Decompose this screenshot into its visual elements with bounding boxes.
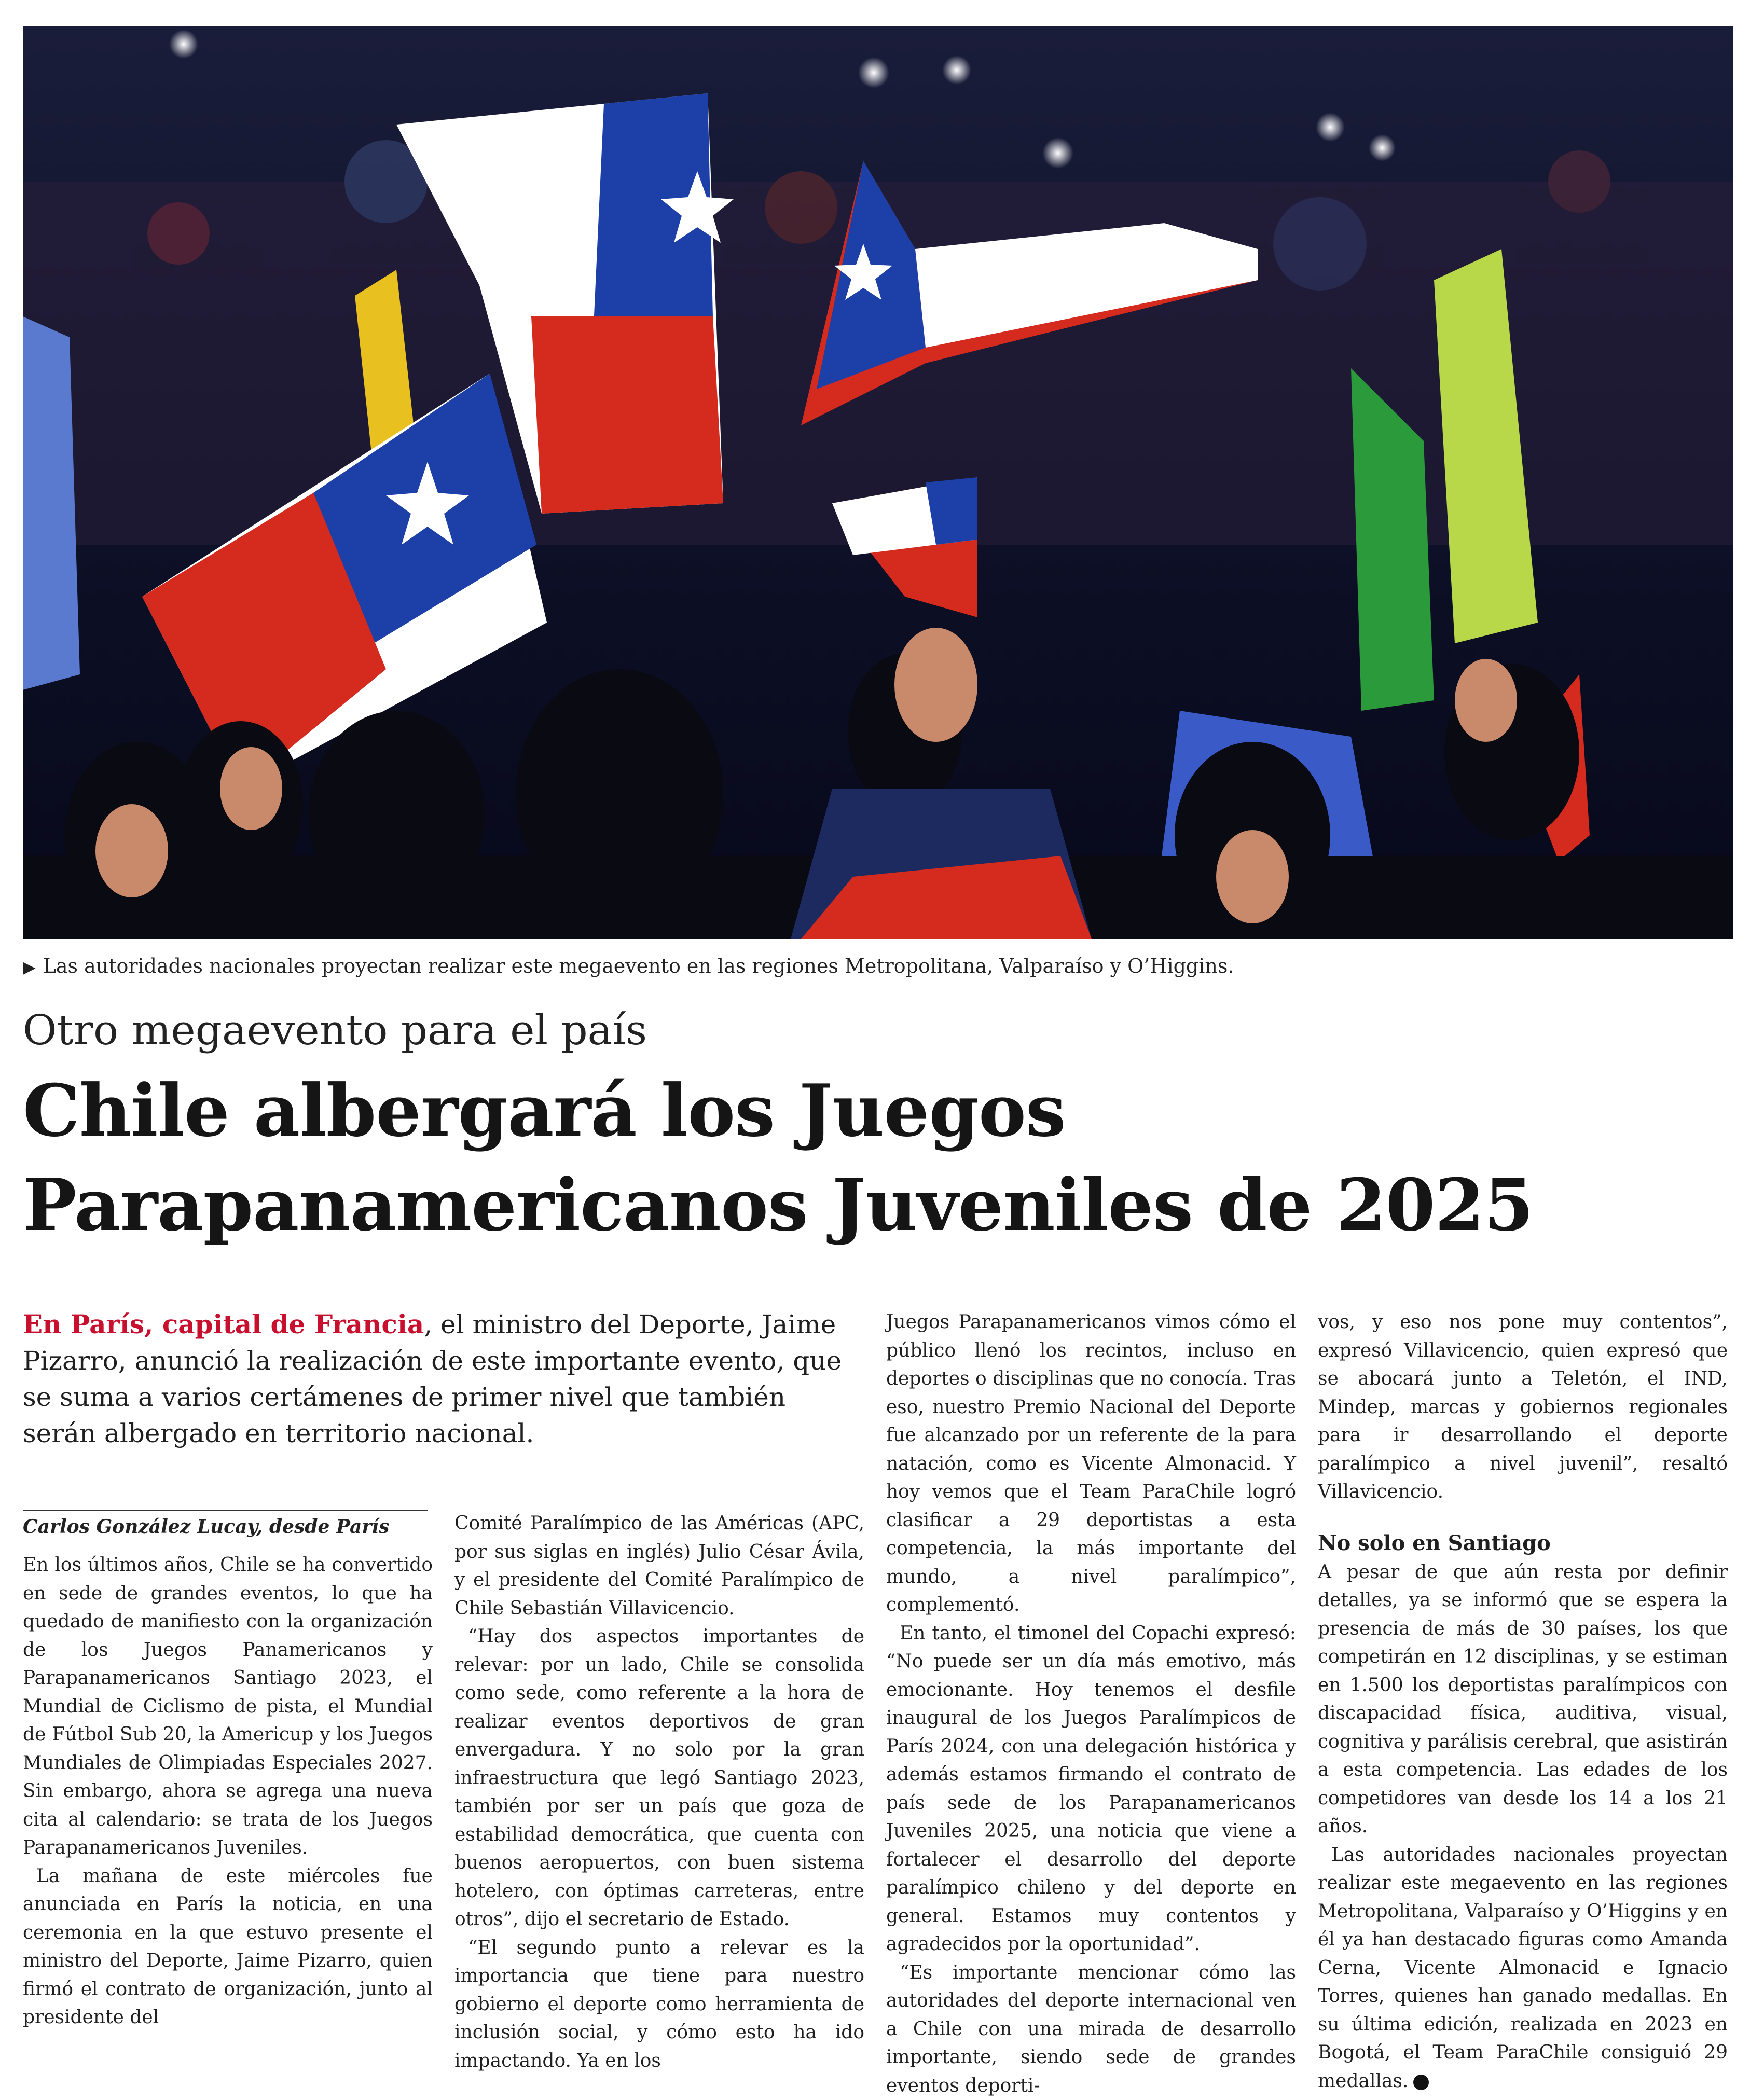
caption-arrow-icon: ▶ — [23, 957, 36, 977]
paragraph-text: Las autoridades nacionales proyectan realizar este megaevento en las regiones Metropolitana, Valparaíso y O’Higgins y en él ya han destacado figuras como Amanda Cerna, Vicente Almonacid e Ignacio Torres, quienes han ganado medallas. En su última edición, realizada en 2023 en Bogotá, el Team ParaChile consiguió 29 medallas. — [1318, 1844, 1728, 2092]
paragraph: En los últimos años, Chile se ha convertido en sede de grandes eventos, lo que ha quedado de manifiesto con la organización de los Juegos Panamericanos y Parapanamericanos Santiago 2023, el Mundial de Ciclismo de pista, el Mundial de Fútbol Sub 20, la Americup y los Juegos Mundiales de Olimpiadas Especiales 2027. Sin embargo, ahora se agrega una nueva cita al calendario: se trata de los Juegos Parapanamericanos Juveniles. — [23, 1551, 433, 1862]
paragraph: “El segundo punto a relevar es la importancia que tiene para nuestro gobierno el deporte como herramienta de inclusión social, y cómo esto ha ido impactando. Ya en los — [454, 1934, 864, 2076]
article-subhead: No solo en Santiago — [1318, 1528, 1728, 1558]
caption-text: Las autoridades nacionales proyectan realizar este megaevento en las regiones Metropolitana, Valparaíso y O’Higgins. — [43, 955, 1234, 977]
headline-line-2: Parapanamericanos Juveniles de 2025 — [23, 1158, 1735, 1252]
paragraph: La mañana de este miércoles fue anunciada en París la noticia, en una ceremonia en la que estuvo presente el ministro del Deporte, Jaime Pizarro, quien firmó el contrato de organización, junto al presidente del — [23, 1862, 433, 2032]
headline-line-1: Chile albergará los Juegos — [23, 1063, 1735, 1158]
paragraph: “Hay dos aspectos importantes de relevar: por un lado, Chile se consolida como sede, como referente a la hora de realizar eventos deportivos de gran envergadura. Y no solo por la gran infraestructura que legó Santiago 2023, también por ser un país que goza de estabilidad democrática, que cuenta con buenos aeropuertos, con buen sistema hotelero, con óptimas carreteras, entre otros”, dijo el secretario de Estado. — [454, 1623, 864, 1934]
end-of-article-icon — [1413, 2075, 1429, 2090]
article-headline — [23, 1063, 1735, 1252]
article-column-2 — [454, 1510, 864, 2075]
article-photo — [23, 26, 1733, 939]
photo-caption — [23, 954, 1733, 979]
article-column-3 — [886, 1308, 1296, 2100]
paragraph: Juegos Parapanamericanos vimos cómo el público llenó los recintos, incluso en deportes o disciplinas que no conocía. Tras eso, nuestro Premio Nacional del Deporte fue alcanzado por un referente de la para natación, como es Vicente Almonacid. Y hoy vemos que el Team ParaChile logró clasificar a 29 deportistas a esta competencia, la más importante del mundo, a nivel paralímpico”, complementó. — [886, 1308, 1296, 1620]
paragraph: “Es importante mencionar cómo las autoridades del deporte internacional ven a Chile con una mirada de desarrollo importante, siendo sede de grandes eventos deporti- — [886, 1959, 1296, 2100]
article-column-4 — [1318, 1308, 1728, 2095]
paragraph: vos, y eso nos pone muy contentos”, expresó Villavicencio, quien expresó que se abocará junto a Teletón, el IND, Mindep, marcas y gobiernos regionales para ir desarrollando el deporte paralímpico a nivel juvenil”, resaltó Villavicencio. — [1318, 1308, 1728, 1507]
paragraph-final — [1318, 1841, 1728, 2096]
article-column-1 — [23, 1551, 433, 2032]
paragraph: A pesar de que aún resta por definir detalles, ya se informó que se espera la presencia de más de 30 países, los que competirán en 12 disciplinas, y se estiman en 1.500 los deportistas paralímpicos con discapacidad física, auditiva, visual, cognitiva y parálisis cerebral, que asistirán a esta competencia. Las edades de los competidores van desde los 14 a los 21 años. — [1318, 1558, 1728, 1841]
article-lead — [23, 1306, 863, 1452]
lead-text: , el ministro del Deporte, Jaime Pizarro, anunció la realización de este importante evento, que se suma a varios certámenes de primer nivel que también serán albergado en territorio nacional. — [23, 1309, 842, 1448]
paragraph: En tanto, el timonel del Copachi expresó: “No puede ser un día más emotivo, más emocionante. Hoy tenemos el desfile inaugural de los Juegos Paralímpicos de París 2024, con una delegación histórica y además estamos firmando el contrato de país sede de los Parapanamericanos Juveniles 2025, una noticia que viene a fortalecer el desarrollo del deporte paralímpico chileno y del deporte en general. Estamos muy contentos y agradecidos por la oportunidad”. — [886, 1620, 1296, 1959]
photo-chile-flags-ceremony-icon — [23, 26, 1733, 939]
article-kicker: Otro megaevento para el país — [23, 1004, 647, 1056]
article-byline: Carlos González Lucay, desde París — [23, 1510, 428, 1539]
lead-highlight: En París, capital de Francia — [23, 1309, 424, 1339]
paragraph: Comité Paralímpico de las Américas (APC, por sus siglas en inglés) Julio César Ávila, y el presidente del Comité Paralímpico de Chile Sebastián Villavicencio. — [454, 1510, 864, 1623]
